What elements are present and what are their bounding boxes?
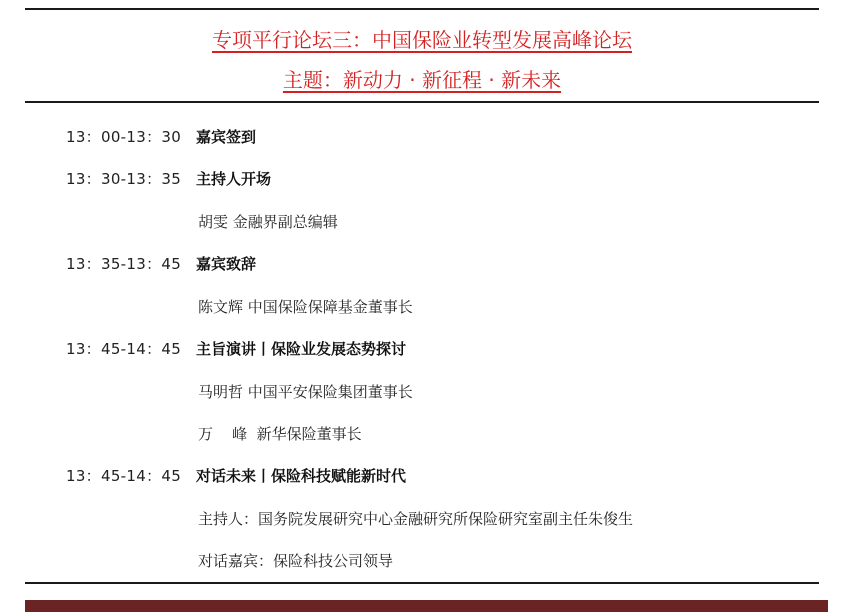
header-divider	[25, 101, 819, 103]
agenda-item: 嘉宾签到	[196, 128, 257, 146]
agenda-detail-row	[0, 506, 852, 530]
agenda-detail: 万 峰 新华保险董事长	[198, 425, 362, 443]
agenda-detail: 胡雯 金融界副总编辑	[198, 213, 338, 231]
agenda-item: 主持人开场	[196, 170, 272, 188]
agenda-row	[0, 124, 852, 148]
agenda-row	[0, 251, 852, 275]
agenda-item: 嘉宾致辞	[196, 255, 257, 273]
agenda-row	[0, 166, 852, 190]
agenda-detail-row	[0, 209, 852, 233]
agenda-time: 13：00-13：30	[66, 128, 182, 146]
agenda-time: 13：30-13：35	[66, 170, 182, 188]
agenda-detail-row	[0, 548, 852, 572]
agenda-detail: 对话嘉宾：保险科技公司领导	[198, 552, 394, 570]
agenda-detail: 陈文辉 中国保险保障基金董事长	[198, 298, 413, 316]
agenda-time: 13：45-14：45	[66, 467, 182, 485]
agenda-detail-row	[0, 379, 852, 403]
agenda-time: 13：35-13：45	[66, 255, 182, 273]
agenda-detail-row	[0, 294, 852, 318]
agenda-detail: 马明哲 中国平安保险集团董事长	[198, 383, 413, 401]
agenda-item: 主旨演讲丨保险业发展态势探讨	[196, 340, 407, 358]
footer-bar	[25, 600, 828, 612]
forum-title: 专项平行论坛三：中国保险业转型发展高峰论坛	[212, 28, 632, 52]
agenda-item: 对话未来丨保险科技赋能新时代	[196, 467, 407, 485]
top-rule	[25, 8, 819, 10]
agenda-detail-row	[0, 421, 852, 445]
agenda-row	[0, 463, 852, 487]
agenda-row	[0, 336, 852, 360]
forum-theme: 主题：新动力 · 新征程 · 新未来	[282, 68, 562, 92]
agenda-detail: 主持人：国务院发展研究中心金融研究所保险研究室副主任朱俊生	[198, 510, 634, 528]
agenda-time: 13：45-14：45	[66, 340, 182, 358]
bottom-rule	[25, 582, 819, 584]
